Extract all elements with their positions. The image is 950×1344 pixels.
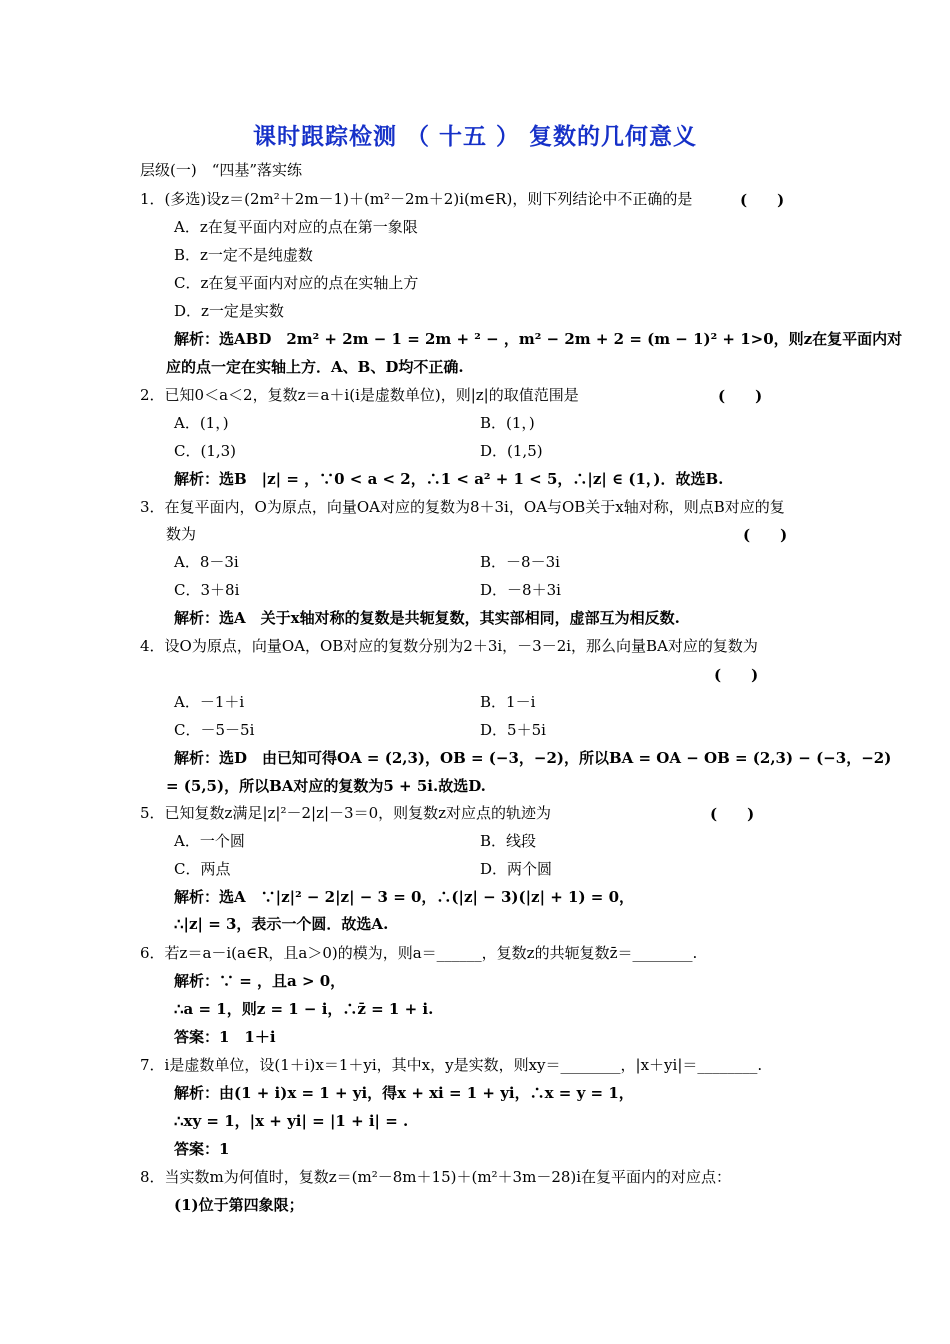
question-4-option-c: C．－5－5i — [174, 721, 255, 739]
question-4-solution-line-2: = (5,5)，所以BA对应的复数为5 + 5i.故选D. — [166, 777, 486, 795]
question-4-option-d: D．5＋5i — [480, 721, 546, 739]
question-8-stem: 8．当实数m为何值时，复数z＝(m²－8m＋15)＋(m²＋3m－28)i在复平面内的对应点： — [140, 1168, 732, 1186]
question-1-option-b: B．z一定不是纯虚数 — [174, 246, 313, 264]
question-3-stem-line-2: 数为 — [166, 525, 197, 543]
question-7-solution-line-1: 解析：由(1 + i)x = 1 + yi，得x + xi = 1 + yi，∴x = y = 1， — [174, 1084, 634, 1102]
question-8-part-1: (1)位于第四象限； — [174, 1196, 304, 1214]
question-5-solution-line-2: ∴|z| = 3，表示一个圆．故选A. — [174, 915, 389, 933]
question-7-stem: 7．i是虚数单位，设(1＋i)x＝1＋yi，其中x，y是实数，则xy＝________，|x＋yi|＝________. — [140, 1056, 763, 1074]
question-3-option-b: B．－8－3i — [480, 553, 560, 571]
question-2-option-d: D．(1,5) — [480, 442, 543, 460]
question-1-option-d: D．z一定是实数 — [174, 302, 284, 320]
section-heading: 层级(一) “四基”落实练 — [140, 161, 303, 179]
question-2-answer-blank: ( ) — [718, 387, 763, 405]
question-1-stem: 1．(多选)设z＝(2m²＋2m－1)＋(m²－2m＋2)i(m∈R)，则下列结论中不正确的是 — [140, 190, 693, 208]
question-3-stem-line-1: 3．在复平面内，O为原点，向量OA对应的复数为8＋3i，OA与OB关于x轴对称，则点B对应的复 — [140, 498, 785, 516]
question-2-solution: 解析：选B |z| = ，∵0 < a < 2，∴1 < a² + 1 < 5，∴|z| ∈ (1，)．故选B. — [174, 470, 724, 488]
question-1-answer-blank: ( ) — [740, 191, 785, 209]
question-2-option-b: B．(1，) — [480, 414, 535, 432]
question-4-solution-line-1: 解析：选D 由已知可得OA = (2,3)，OB = (−3，−2)，所以BA = OA − OB = (2,3) − (−3，−2) — [174, 749, 892, 767]
question-3-option-d: D．－8＋3i — [480, 581, 561, 599]
question-5-option-d: D．两个圆 — [480, 860, 553, 878]
question-7-solution-line-2: ∴xy = 1，|x + yi| = |1 + i| = . — [174, 1112, 409, 1130]
question-4-option-a: A．－1＋i — [174, 693, 245, 711]
question-4-option-b: B．1－i — [480, 693, 536, 711]
question-2-option-a: A．(1，) — [174, 414, 229, 432]
question-1-option-a: A．z在复平面内对应的点在第一象限 — [174, 218, 418, 236]
question-2-option-c: C．(1,3) — [174, 442, 237, 460]
question-6-solution-line-1: 解析：∵ = ，且a > 0， — [174, 972, 346, 990]
question-6-stem: 6．若z＝a－i(a∈R，且a＞0)的模为，则a＝______，复数z的共轭复数z̄＝________. — [140, 944, 698, 962]
question-3-option-a: A．8－3i — [174, 553, 239, 571]
question-1-solution-line-1: 解析：选ABD 2m² + 2m − 1 = 2m + ² − ，m² − 2m + 2 = (m − 1)² + 1>0，则z在复平面内对 — [174, 330, 903, 348]
question-6-answer: 答案：1 1＋i — [174, 1028, 276, 1046]
question-4-answer-blank: ( ) — [714, 666, 759, 684]
question-1-option-c: C．z在复平面内对应的点在实轴上方 — [174, 274, 419, 292]
page-title: 课时跟踪检测 （ 十五 ） 复数的几何意义 — [252, 124, 698, 150]
question-2-stem: 2．已知0＜a＜2，复数z＝a＋i(i是虚数单位)，则|z|的取值范围是 — [140, 386, 579, 404]
question-5-stem: 5．已知复数z满足|z|²－2|z|－3＝0，则复数z对应点的轨迹为 — [140, 804, 552, 822]
question-3-solution: 解析：选A 关于x轴对称的复数是共轭复数，其实部相同，虚部互为相反数. — [174, 609, 680, 627]
question-7-answer: 答案：1 — [174, 1140, 230, 1158]
question-6-solution-line-2: ∴a = 1，则z = 1 − i，∴z̄ = 1 + i. — [174, 1000, 434, 1018]
question-5-option-b: B．线段 — [480, 832, 537, 850]
question-5-solution-line-1: 解析：选A ∵|z|² − 2|z| − 3 = 0，∴(|z| − 3)(|z| + 1) = 0， — [174, 888, 635, 906]
question-5-answer-blank: ( ) — [710, 805, 755, 823]
question-3-answer-blank: ( ) — [743, 526, 788, 544]
question-4-stem: 4．设O为原点，向量OA，OB对应的复数分别为2＋3i，－3－2i，那么向量BA对应的复数为 — [140, 637, 758, 655]
question-5-option-c: C．两点 — [174, 860, 231, 878]
question-3-option-c: C．3＋8i — [174, 581, 240, 599]
question-5-option-a: A．一个圆 — [174, 832, 245, 850]
question-1-solution-line-2: 应的点一定在实轴上方．A、B、D均不正确. — [166, 358, 464, 376]
